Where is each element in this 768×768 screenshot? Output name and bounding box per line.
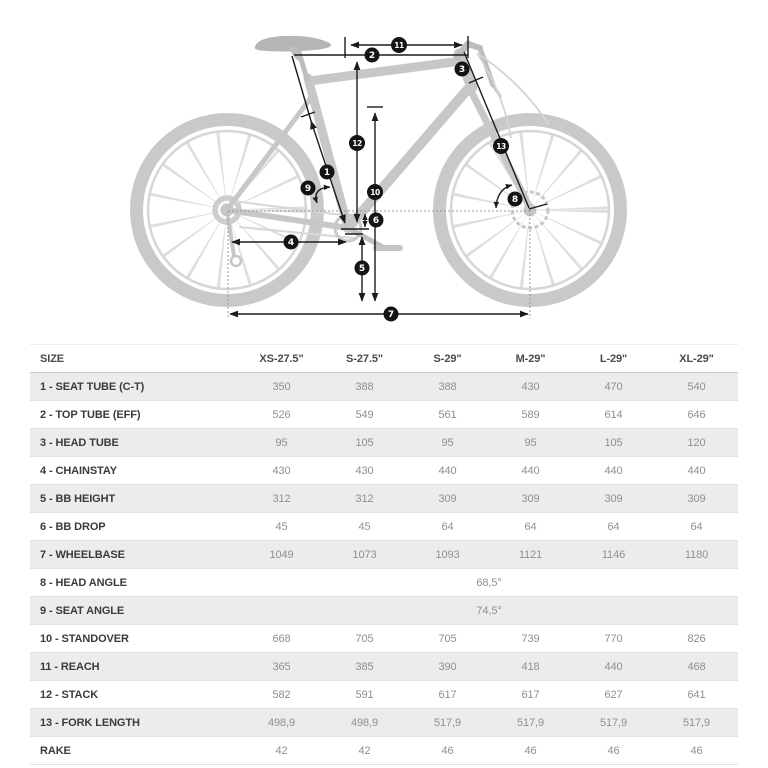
cell: 1049 xyxy=(269,548,294,561)
dim-badge-wheelbase xyxy=(384,307,399,322)
cell: 668 xyxy=(272,632,291,645)
table-row xyxy=(30,429,738,457)
cell-merged: 68,5° xyxy=(476,576,502,589)
bike-geometry-diagram xyxy=(0,0,768,340)
cell: 641 xyxy=(687,688,706,701)
table-row xyxy=(30,457,738,485)
dim-badge-seat-tube xyxy=(320,165,335,180)
badge-label: 7 xyxy=(387,310,395,320)
dim-badge-stack xyxy=(349,135,365,151)
cell: 390 xyxy=(438,660,457,673)
cell: 45 xyxy=(275,520,288,533)
row-label: 13 - FORK LENGTH xyxy=(40,716,140,729)
row-label: RAKE xyxy=(40,744,71,757)
cell: 517,9 xyxy=(599,716,628,729)
badge-label: 9 xyxy=(304,184,312,194)
cell: 498,9 xyxy=(267,716,296,729)
cell: 64 xyxy=(524,520,537,533)
table-row xyxy=(30,737,738,765)
cell: 95 xyxy=(441,436,454,449)
cell: 95 xyxy=(524,436,537,449)
row-label: 8 - HEAD ANGLE xyxy=(40,576,127,589)
cell: 826 xyxy=(687,632,706,645)
table-row xyxy=(30,373,738,401)
cell: 646 xyxy=(687,408,706,421)
row-label: 2 - TOP TUBE (EFF) xyxy=(40,408,141,421)
cell: 591 xyxy=(355,688,374,701)
cell: 739 xyxy=(521,632,540,645)
cell: 385 xyxy=(355,660,374,673)
cell: 42 xyxy=(358,744,371,757)
cell: 46 xyxy=(690,744,703,757)
cell: 64 xyxy=(607,520,620,533)
cell: 440 xyxy=(438,464,457,477)
cell: 350 xyxy=(272,380,291,393)
cell: 1121 xyxy=(518,548,543,561)
cell: 1180 xyxy=(684,548,709,561)
dim-badge-top-tube xyxy=(365,48,380,63)
cell: 440 xyxy=(604,464,623,477)
cell: 517,9 xyxy=(433,716,462,729)
cell: 430 xyxy=(521,380,540,393)
top-tube xyxy=(309,61,461,81)
cell: 418 xyxy=(521,660,540,673)
table-row xyxy=(30,709,738,737)
dim-badge-head-tube xyxy=(455,62,470,77)
badge-label: 11 xyxy=(394,40,404,50)
row-label: 3 - HEAD TUBE xyxy=(40,436,119,449)
table-row xyxy=(30,653,738,681)
dim-badge-reach xyxy=(391,37,407,53)
table-row xyxy=(30,597,738,625)
dim-badge-seat-angle xyxy=(301,181,316,196)
badge-label: 5 xyxy=(358,264,366,274)
cell: 46 xyxy=(441,744,454,757)
badge-label: 8 xyxy=(511,195,519,205)
table-row xyxy=(30,485,738,513)
column-header-xl-29: XL-29" xyxy=(655,345,738,373)
table-header-row xyxy=(30,345,738,373)
cell: 46 xyxy=(607,744,620,757)
cell: 388 xyxy=(355,380,374,393)
row-label: 6 - BB DROP xyxy=(40,520,106,533)
cell: 365 xyxy=(272,660,291,673)
cell: 705 xyxy=(355,632,374,645)
cell: 440 xyxy=(521,464,540,477)
cell: 1093 xyxy=(435,548,460,561)
badge-label: 13 xyxy=(496,141,506,151)
row-label: 9 - SEAT ANGLE xyxy=(40,604,125,617)
badge-label: 1 xyxy=(323,168,331,178)
dim-badge-fork-length xyxy=(493,138,509,154)
dim-badge-bb-height xyxy=(355,261,370,276)
cell: 430 xyxy=(272,464,291,477)
table-row xyxy=(30,681,738,709)
badge-label: 12 xyxy=(352,138,362,148)
column-header-size: SIZE xyxy=(30,345,240,373)
row-label: 1 - SEAT TUBE (C-T) xyxy=(40,380,145,393)
dim-badge-standover xyxy=(367,184,383,200)
dim-badge-chainstay xyxy=(284,235,299,250)
column-header-xs-275: XS-27.5" xyxy=(240,345,323,373)
cell: 526 xyxy=(272,408,291,421)
column-header-l-29: L-29" xyxy=(572,345,655,373)
badge-label: 10 xyxy=(370,187,380,197)
cell: 561 xyxy=(438,408,457,421)
column-header-s-275: S-27.5" xyxy=(323,345,406,373)
cell: 64 xyxy=(441,520,454,533)
badge-label: 3 xyxy=(458,65,466,75)
cell: 46 xyxy=(524,744,537,757)
cell: 120 xyxy=(687,436,706,449)
cell: 498,9 xyxy=(350,716,379,729)
seat-clamp xyxy=(293,49,299,57)
table-row xyxy=(30,401,738,429)
row-label: 10 - STANDOVER xyxy=(40,632,129,645)
row-label: 5 - BB HEIGHT xyxy=(40,492,116,505)
cell: 1073 xyxy=(352,548,377,561)
cell: 517,9 xyxy=(516,716,545,729)
cell: 468 xyxy=(687,660,706,673)
cell: 589 xyxy=(521,408,540,421)
cell: 42 xyxy=(275,744,288,757)
cell-merged: 74,5° xyxy=(476,604,502,617)
badge-label: 4 xyxy=(287,238,295,248)
cell: 430 xyxy=(355,464,374,477)
cell: 64 xyxy=(690,520,703,533)
row-label: 4 - CHAINSTAY xyxy=(40,464,117,477)
frame xyxy=(227,54,529,228)
row-label: 11 - REACH xyxy=(40,660,100,673)
cell: 388 xyxy=(438,380,457,393)
dim-badge-bb-drop xyxy=(369,213,384,228)
cell: 440 xyxy=(604,660,623,673)
cell: 627 xyxy=(604,688,623,701)
dim-badge-head-angle xyxy=(508,192,523,207)
cell: 309 xyxy=(438,492,457,505)
badge-label: 2 xyxy=(368,51,376,61)
cell: 309 xyxy=(604,492,623,505)
cell: 312 xyxy=(272,492,291,505)
cell: 312 xyxy=(355,492,374,505)
geometry-table xyxy=(30,344,738,765)
row-label: 12 - STACK xyxy=(40,688,99,701)
cell: 105 xyxy=(604,436,623,449)
table-row xyxy=(30,541,738,569)
cell: 705 xyxy=(438,632,457,645)
steering-axis-line xyxy=(464,52,529,208)
cell: 309 xyxy=(687,492,706,505)
column-header-m-29: M-29" xyxy=(489,345,572,373)
badge-label: 6 xyxy=(372,216,380,226)
cell: 1146 xyxy=(601,548,626,561)
cell: 95 xyxy=(275,436,288,449)
cell: 614 xyxy=(604,408,623,421)
cell: 617 xyxy=(521,688,540,701)
cell: 470 xyxy=(604,380,623,393)
table-row xyxy=(30,513,738,541)
column-header-s-29: S-29" xyxy=(406,345,489,373)
cell: 770 xyxy=(604,632,623,645)
cell: 517,9 xyxy=(682,716,711,729)
cell: 440 xyxy=(687,464,706,477)
row-label: 7 - WHEELBASE xyxy=(40,548,125,561)
derailleur-pulley xyxy=(231,256,241,266)
cell: 45 xyxy=(358,520,371,533)
cell: 549 xyxy=(355,408,374,421)
cell: 540 xyxy=(687,380,706,393)
cell: 105 xyxy=(355,436,374,449)
table-row xyxy=(30,625,738,653)
cell: 617 xyxy=(438,688,457,701)
table-row xyxy=(30,569,738,597)
cell: 582 xyxy=(272,688,291,701)
cell: 309 xyxy=(521,492,540,505)
